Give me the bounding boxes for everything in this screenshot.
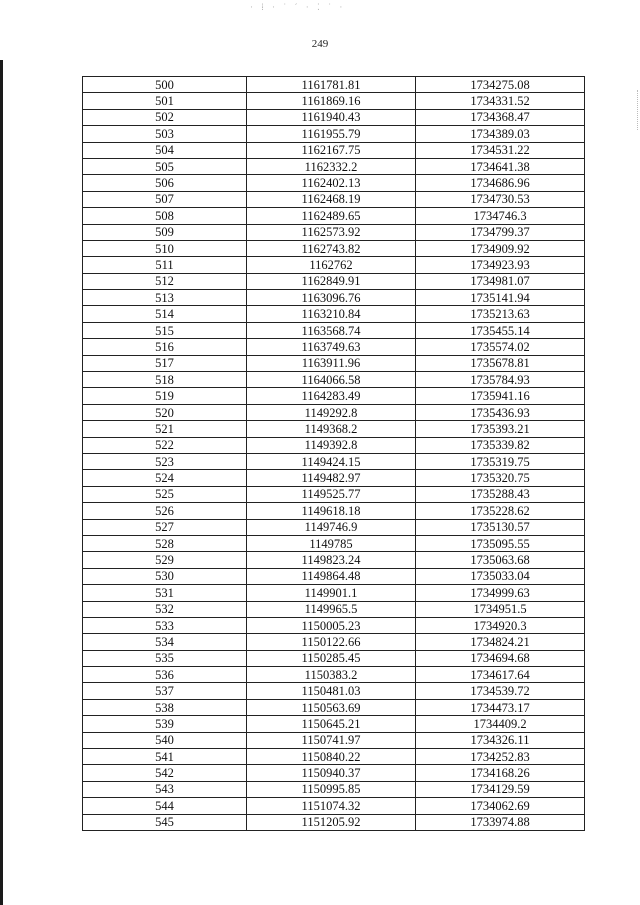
x-coordinate-cell: 1150285.45 bbox=[247, 650, 416, 666]
x-coordinate-cell: 1162468.19 bbox=[247, 191, 416, 207]
point-number-cell: 538 bbox=[83, 699, 247, 715]
y-coordinate-cell: 1734617.64 bbox=[416, 667, 585, 683]
table-row bbox=[83, 667, 585, 683]
y-coordinate-cell: 1735678.81 bbox=[416, 355, 585, 371]
y-coordinate-cell: 1734168.26 bbox=[416, 765, 585, 781]
x-coordinate-cell: 1150383.2 bbox=[247, 667, 416, 683]
page-number: 249 bbox=[311, 38, 329, 50]
y-coordinate-cell: 1735033.04 bbox=[416, 568, 585, 584]
y-coordinate-cell: 1735320.75 bbox=[416, 470, 585, 486]
x-coordinate-cell: 1162489.65 bbox=[247, 208, 416, 224]
x-coordinate-cell: 1149424.15 bbox=[247, 453, 416, 469]
point-number-cell: 541 bbox=[83, 749, 247, 765]
y-coordinate-cell: 1734686.96 bbox=[416, 175, 585, 191]
y-coordinate-cell: 1735941.16 bbox=[416, 388, 585, 404]
point-number-cell: 520 bbox=[83, 404, 247, 420]
x-coordinate-cell: 1164066.58 bbox=[247, 372, 416, 388]
table-row bbox=[83, 601, 585, 617]
y-coordinate-cell: 1735228.62 bbox=[416, 503, 585, 519]
table-row bbox=[83, 716, 585, 732]
x-coordinate-cell: 1163568.74 bbox=[247, 322, 416, 338]
x-coordinate-cell: 1150563.69 bbox=[247, 699, 416, 715]
point-number-cell: 514 bbox=[83, 306, 247, 322]
table-row bbox=[83, 585, 585, 601]
table-row bbox=[83, 224, 585, 240]
y-coordinate-cell: 1735574.02 bbox=[416, 339, 585, 355]
point-number-cell: 509 bbox=[83, 224, 247, 240]
table-row bbox=[83, 306, 585, 322]
coordinates-table bbox=[82, 76, 585, 831]
point-number-cell: 543 bbox=[83, 781, 247, 797]
x-coordinate-cell: 1161869.16 bbox=[247, 93, 416, 109]
y-coordinate-cell: 1735393.21 bbox=[416, 421, 585, 437]
x-coordinate-cell: 1162402.13 bbox=[247, 175, 416, 191]
y-coordinate-cell: 1734129.59 bbox=[416, 781, 585, 797]
y-coordinate-cell: 1734539.72 bbox=[416, 683, 585, 699]
point-number-cell: 500 bbox=[83, 77, 247, 93]
table-row bbox=[83, 142, 585, 158]
y-coordinate-cell: 1734062.69 bbox=[416, 798, 585, 814]
y-coordinate-cell: 1734799.37 bbox=[416, 224, 585, 240]
point-number-cell: 521 bbox=[83, 421, 247, 437]
point-number-cell: 532 bbox=[83, 601, 247, 617]
point-number-cell: 503 bbox=[83, 126, 247, 142]
point-number-cell: 535 bbox=[83, 650, 247, 666]
y-coordinate-cell: 1734368.47 bbox=[416, 109, 585, 125]
table-row bbox=[83, 355, 585, 371]
table-row bbox=[83, 634, 585, 650]
table-row bbox=[83, 749, 585, 765]
x-coordinate-cell: 1150840.22 bbox=[247, 749, 416, 765]
x-coordinate-cell: 1162743.82 bbox=[247, 240, 416, 256]
table-row bbox=[83, 470, 585, 486]
y-coordinate-cell: 1734909.92 bbox=[416, 240, 585, 256]
point-number-cell: 526 bbox=[83, 503, 247, 519]
right-margin-artifact bbox=[636, 90, 638, 130]
y-coordinate-cell: 1734641.38 bbox=[416, 158, 585, 174]
x-coordinate-cell: 1161781.81 bbox=[247, 77, 416, 93]
table-row bbox=[83, 437, 585, 453]
table-row bbox=[83, 765, 585, 781]
y-coordinate-cell: 1734746.3 bbox=[416, 208, 585, 224]
y-coordinate-cell: 1735288.43 bbox=[416, 486, 585, 502]
x-coordinate-cell: 1149368.2 bbox=[247, 421, 416, 437]
point-number-cell: 513 bbox=[83, 290, 247, 306]
table-row bbox=[83, 699, 585, 715]
point-number-cell: 533 bbox=[83, 617, 247, 633]
x-coordinate-cell: 1162167.75 bbox=[247, 142, 416, 158]
table-row bbox=[83, 798, 585, 814]
y-coordinate-cell: 1734920.3 bbox=[416, 617, 585, 633]
left-binding-rule bbox=[0, 60, 3, 905]
point-number-cell: 506 bbox=[83, 175, 247, 191]
point-number-cell: 518 bbox=[83, 372, 247, 388]
point-number-cell: 505 bbox=[83, 158, 247, 174]
table-row bbox=[83, 257, 585, 273]
x-coordinate-cell: 1149746.9 bbox=[247, 519, 416, 535]
x-coordinate-cell: 1164283.49 bbox=[247, 388, 416, 404]
table-row bbox=[83, 421, 585, 437]
x-coordinate-cell: 1163096.76 bbox=[247, 290, 416, 306]
table-row bbox=[83, 486, 585, 502]
table-row bbox=[83, 322, 585, 338]
x-coordinate-cell: 1149525.77 bbox=[247, 486, 416, 502]
point-number-cell: 504 bbox=[83, 142, 247, 158]
point-number-cell: 507 bbox=[83, 191, 247, 207]
point-number-cell: 515 bbox=[83, 322, 247, 338]
table-row bbox=[83, 158, 585, 174]
x-coordinate-cell: 1161940.43 bbox=[247, 109, 416, 125]
table-row bbox=[83, 372, 585, 388]
coordinates-table-body bbox=[83, 77, 585, 831]
table-row bbox=[83, 535, 585, 551]
scan-noise-artifact: · ⁞ · ˙ ˊ · ⁚ ˙ · bbox=[250, 2, 346, 12]
table-row bbox=[83, 683, 585, 699]
y-coordinate-cell: 1735141.94 bbox=[416, 290, 585, 306]
x-coordinate-cell: 1150645.21 bbox=[247, 716, 416, 732]
table-row bbox=[83, 568, 585, 584]
y-coordinate-cell: 1734730.53 bbox=[416, 191, 585, 207]
table-row bbox=[83, 814, 585, 830]
x-coordinate-cell: 1149864.48 bbox=[247, 568, 416, 584]
x-coordinate-cell: 1149785 bbox=[247, 535, 416, 551]
table-row bbox=[83, 732, 585, 748]
x-coordinate-cell: 1149965.5 bbox=[247, 601, 416, 617]
point-number-cell: 529 bbox=[83, 552, 247, 568]
y-coordinate-cell: 1734999.63 bbox=[416, 585, 585, 601]
y-coordinate-cell: 1735784.93 bbox=[416, 372, 585, 388]
point-number-cell: 539 bbox=[83, 716, 247, 732]
table-row bbox=[83, 339, 585, 355]
x-coordinate-cell: 1162762 bbox=[247, 257, 416, 273]
point-number-cell: 523 bbox=[83, 453, 247, 469]
table-row bbox=[83, 290, 585, 306]
x-coordinate-cell: 1149482.97 bbox=[247, 470, 416, 486]
point-number-cell: 528 bbox=[83, 535, 247, 551]
table-row bbox=[83, 240, 585, 256]
y-coordinate-cell: 1735063.68 bbox=[416, 552, 585, 568]
table-row bbox=[83, 126, 585, 142]
point-number-cell: 527 bbox=[83, 519, 247, 535]
point-number-cell: 544 bbox=[83, 798, 247, 814]
table-row bbox=[83, 453, 585, 469]
table-row bbox=[83, 519, 585, 535]
y-coordinate-cell: 1735213.63 bbox=[416, 306, 585, 322]
x-coordinate-cell: 1149823.24 bbox=[247, 552, 416, 568]
table-row bbox=[83, 781, 585, 797]
table-row bbox=[83, 109, 585, 125]
point-number-cell: 510 bbox=[83, 240, 247, 256]
y-coordinate-cell: 1734252.83 bbox=[416, 749, 585, 765]
table-row bbox=[83, 93, 585, 109]
point-number-cell: 512 bbox=[83, 273, 247, 289]
point-number-cell: 524 bbox=[83, 470, 247, 486]
y-coordinate-cell: 1734275.08 bbox=[416, 77, 585, 93]
point-number-cell: 525 bbox=[83, 486, 247, 502]
y-coordinate-cell: 1734531.22 bbox=[416, 142, 585, 158]
y-coordinate-cell: 1734694.68 bbox=[416, 650, 585, 666]
x-coordinate-cell: 1150481.03 bbox=[247, 683, 416, 699]
table-row bbox=[83, 191, 585, 207]
x-coordinate-cell: 1150940.37 bbox=[247, 765, 416, 781]
x-coordinate-cell: 1151074.32 bbox=[247, 798, 416, 814]
point-number-cell: 519 bbox=[83, 388, 247, 404]
x-coordinate-cell: 1163749.63 bbox=[247, 339, 416, 355]
x-coordinate-cell: 1149618.18 bbox=[247, 503, 416, 519]
x-coordinate-cell: 1149392.8 bbox=[247, 437, 416, 453]
x-coordinate-cell: 1163210.84 bbox=[247, 306, 416, 322]
table-row bbox=[83, 404, 585, 420]
table-row bbox=[83, 617, 585, 633]
point-number-cell: 511 bbox=[83, 257, 247, 273]
y-coordinate-cell: 1734824.21 bbox=[416, 634, 585, 650]
x-coordinate-cell: 1150995.85 bbox=[247, 781, 416, 797]
table-row bbox=[83, 650, 585, 666]
x-coordinate-cell: 1151205.92 bbox=[247, 814, 416, 830]
point-number-cell: 508 bbox=[83, 208, 247, 224]
x-coordinate-cell: 1162332.2 bbox=[247, 158, 416, 174]
y-coordinate-cell: 1734923.93 bbox=[416, 257, 585, 273]
point-number-cell: 540 bbox=[83, 732, 247, 748]
x-coordinate-cell: 1163911.96 bbox=[247, 355, 416, 371]
x-coordinate-cell: 1161955.79 bbox=[247, 126, 416, 142]
point-number-cell: 531 bbox=[83, 585, 247, 601]
y-coordinate-cell: 1735130.57 bbox=[416, 519, 585, 535]
point-number-cell: 542 bbox=[83, 765, 247, 781]
table-row bbox=[83, 503, 585, 519]
x-coordinate-cell: 1162849.91 bbox=[247, 273, 416, 289]
table-row bbox=[83, 175, 585, 191]
y-coordinate-cell: 1735455.14 bbox=[416, 322, 585, 338]
point-number-cell: 516 bbox=[83, 339, 247, 355]
table-row bbox=[83, 388, 585, 404]
point-number-cell: 502 bbox=[83, 109, 247, 125]
y-coordinate-cell: 1735339.82 bbox=[416, 437, 585, 453]
y-coordinate-cell: 1734473.17 bbox=[416, 699, 585, 715]
point-number-cell: 545 bbox=[83, 814, 247, 830]
point-number-cell: 522 bbox=[83, 437, 247, 453]
y-coordinate-cell: 1734389.03 bbox=[416, 126, 585, 142]
table-row bbox=[83, 273, 585, 289]
y-coordinate-cell: 1734981.07 bbox=[416, 273, 585, 289]
point-number-cell: 501 bbox=[83, 93, 247, 109]
y-coordinate-cell: 1734326.11 bbox=[416, 732, 585, 748]
point-number-cell: 534 bbox=[83, 634, 247, 650]
y-coordinate-cell: 1735436.93 bbox=[416, 404, 585, 420]
y-coordinate-cell: 1734331.52 bbox=[416, 93, 585, 109]
x-coordinate-cell: 1149901.1 bbox=[247, 585, 416, 601]
table-row bbox=[83, 208, 585, 224]
point-number-cell: 530 bbox=[83, 568, 247, 584]
x-coordinate-cell: 1162573.92 bbox=[247, 224, 416, 240]
y-coordinate-cell: 1733974.88 bbox=[416, 814, 585, 830]
x-coordinate-cell: 1150122.66 bbox=[247, 634, 416, 650]
table-row bbox=[83, 552, 585, 568]
y-coordinate-cell: 1735095.55 bbox=[416, 535, 585, 551]
point-number-cell: 537 bbox=[83, 683, 247, 699]
point-number-cell: 517 bbox=[83, 355, 247, 371]
point-number-cell: 536 bbox=[83, 667, 247, 683]
y-coordinate-cell: 1734409.2 bbox=[416, 716, 585, 732]
y-coordinate-cell: 1734951.5 bbox=[416, 601, 585, 617]
x-coordinate-cell: 1149292.8 bbox=[247, 404, 416, 420]
table-row bbox=[83, 77, 585, 93]
y-coordinate-cell: 1735319.75 bbox=[416, 453, 585, 469]
x-coordinate-cell: 1150741.97 bbox=[247, 732, 416, 748]
x-coordinate-cell: 1150005.23 bbox=[247, 617, 416, 633]
